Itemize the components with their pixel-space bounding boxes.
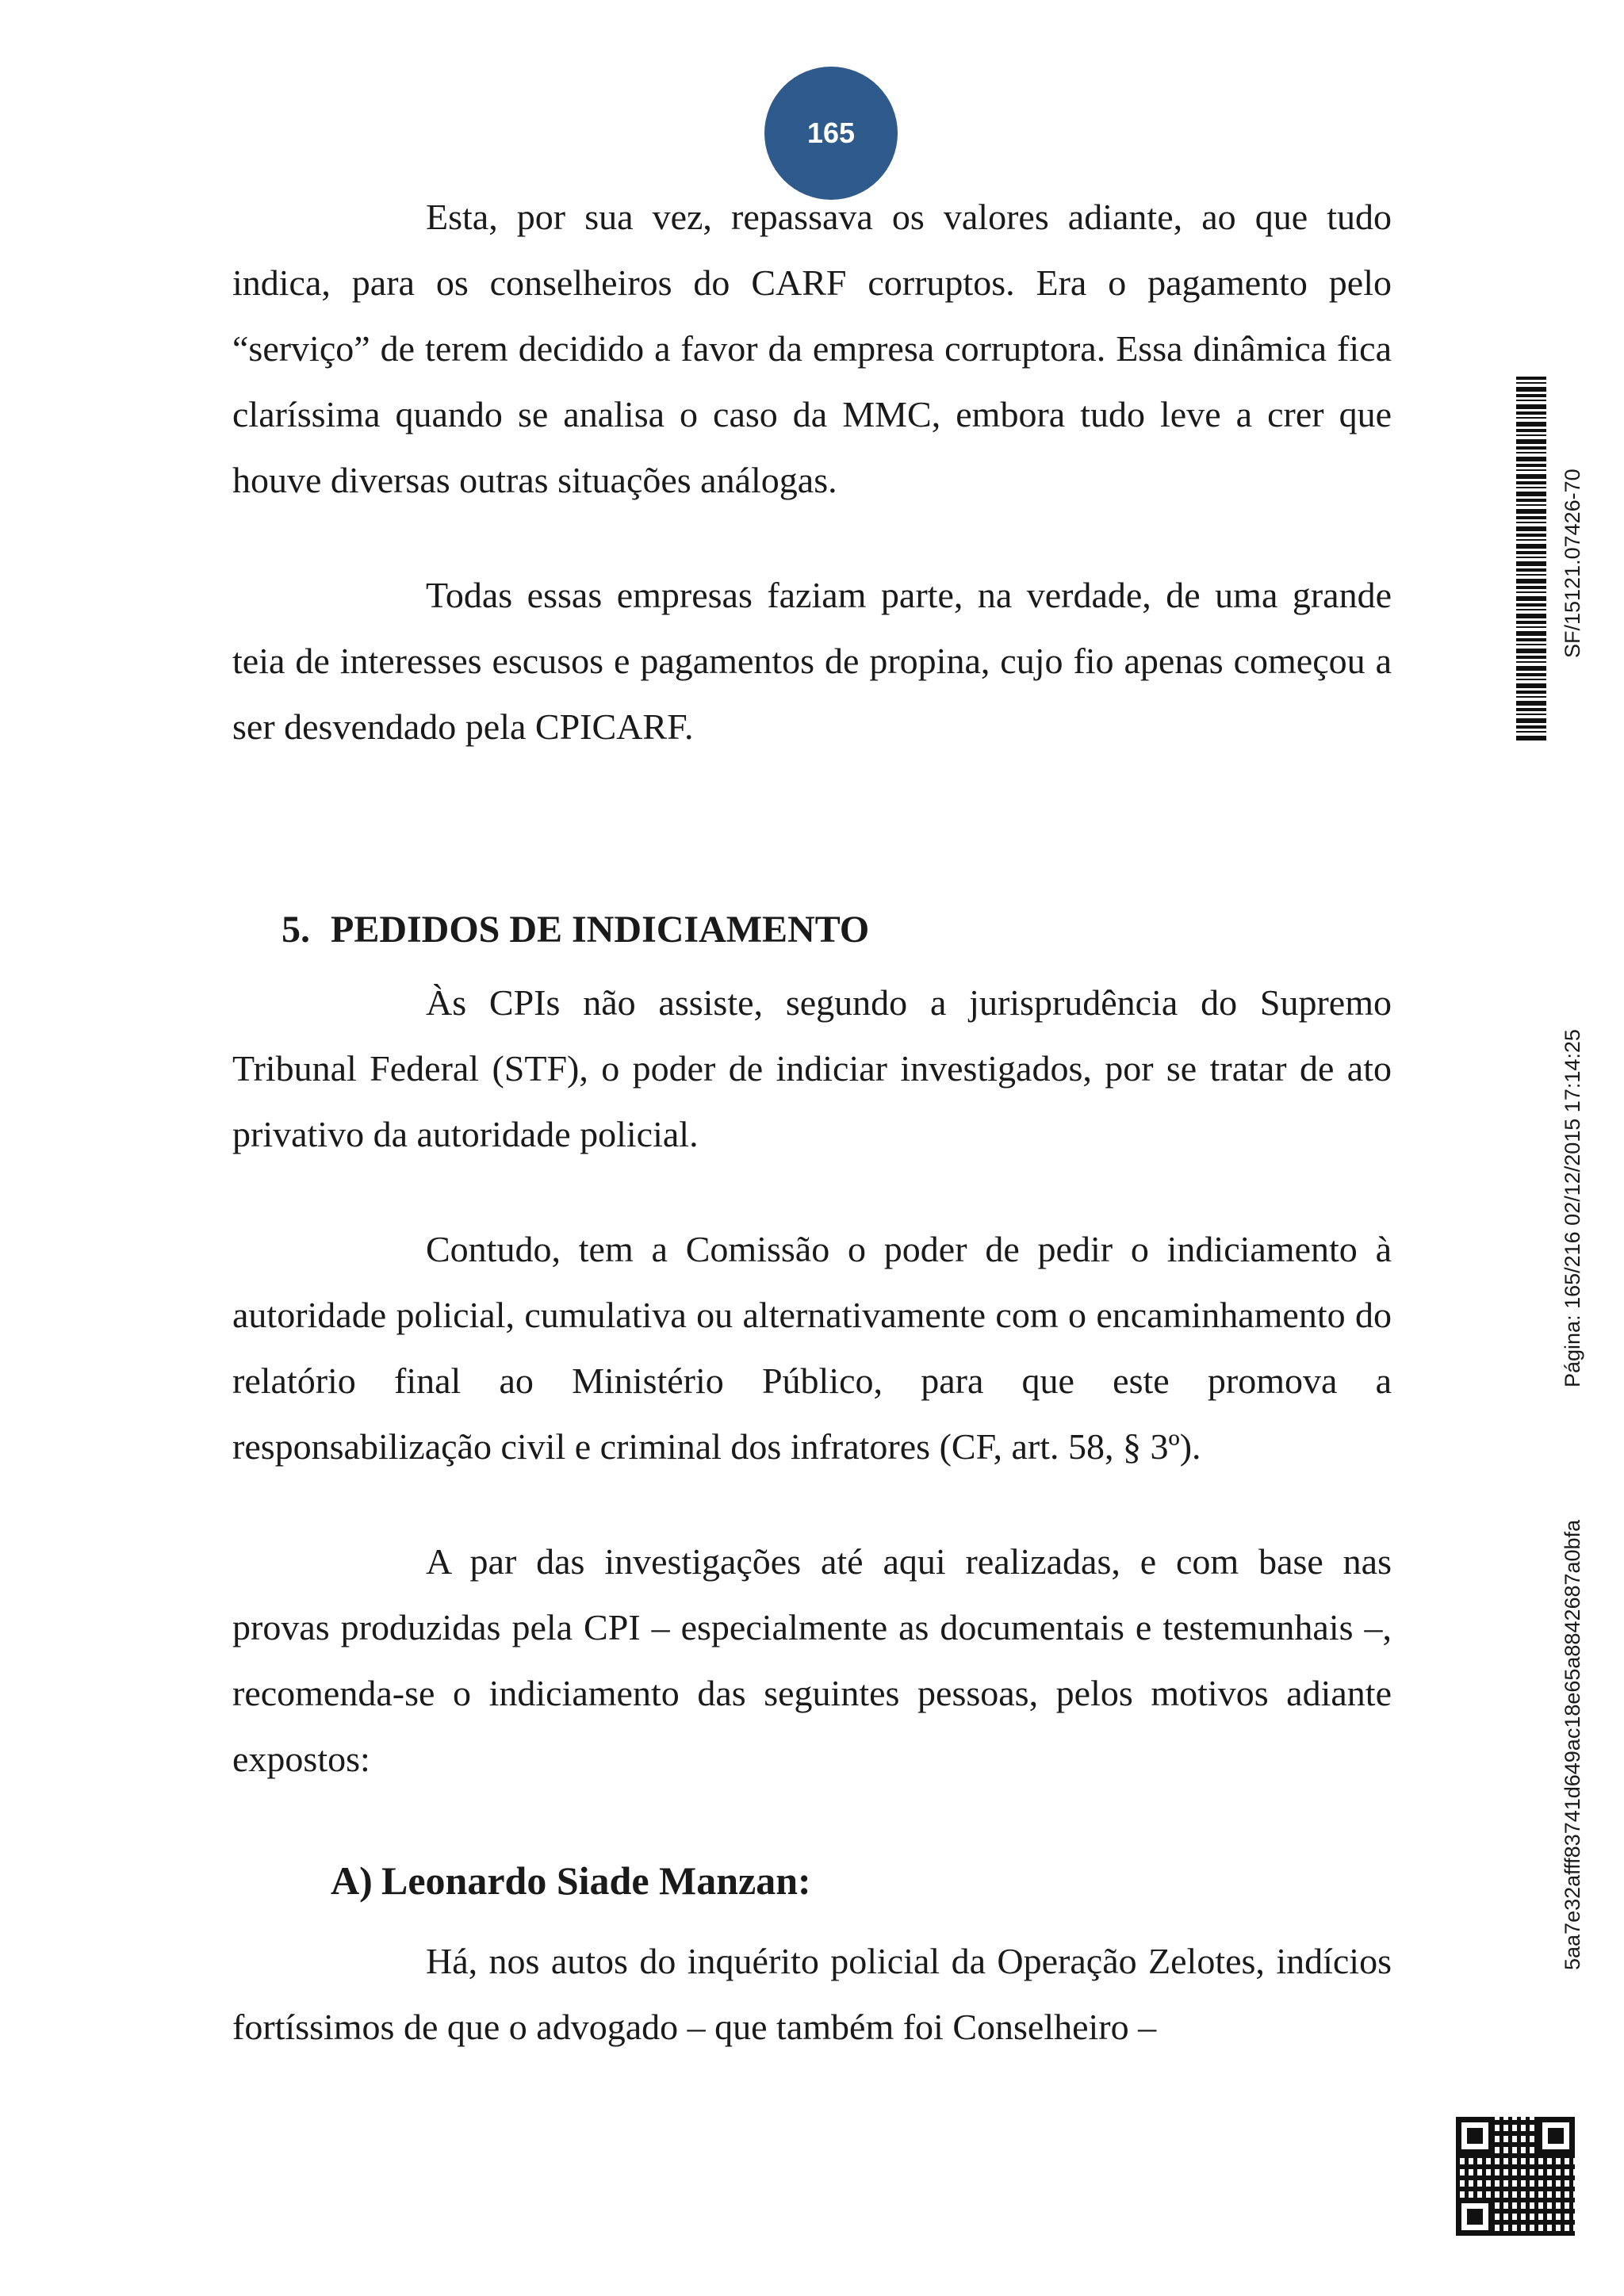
subsection-heading <box>331 1841 1392 1920</box>
doc-code-label: SF/15121.07426-70 <box>1561 469 1584 658</box>
subsection-title: Leonardo Siade Manzan: <box>381 1858 811 1903</box>
paragraph: Esta, por sua vez, repassava os valores adiante, ao que tudo indica, para os conselheiros do CARF corruptos. Era o pagamento pelo “serviço” de terem decidido a favor da empresa corruptora. Essa dinâmica fica claríssima quando se analisa o caso da MMC, embora tudo leve a crer que houve diversas outras situações análogas. <box>232 197 1392 500</box>
paragraph: Há, nos autos do inquérito policial da Operação Zelotes, indícios fortíssimos de que o advogado – que também foi Conselheiro – <box>232 1941 1392 2047</box>
section-title: PEDIDOS DE INDICIAMENTO <box>331 909 870 951</box>
section-number: 5. <box>282 909 310 951</box>
page-info-label: Página: 165/216 02/12/2015 17:14:25 <box>1561 1029 1584 1387</box>
paragraph: A par das investigações até aqui realizadas, e com base nas provas produzidas pela CPI – especialmente as documentais e testemunhais –, recomenda-se o indiciamento das seguintes pessoas, pelos motivos adiante expostos: <box>232 1541 1392 1779</box>
qr-code-image <box>1456 2117 1575 2236</box>
document-body <box>232 184 1392 2109</box>
paragraph: Todas essas empresas faziam parte, na verdade, de uma grande teia de interesses escusos e pagamentos de propina, cujo fio apenas começou a ser desvendado pela CPICARF. <box>232 575 1392 747</box>
subsection-number: A) <box>331 1858 373 1903</box>
paragraph: Às CPIs não assiste, segundo a jurisprudência do Supremo Tribunal Federal (STF), o poder de indiciar investigados, por se tratar de ato privativo da autoridade policial. <box>232 982 1392 1154</box>
hash-label: 5aa7e32afff83741d649ac18e65a8842687a0bfa <box>1561 1519 1584 1970</box>
barcode-image <box>1516 377 1546 741</box>
paragraph: Contudo, tem a Comissão o poder de pedir o indiciamento à autoridade policial, cumulativa ou alternativamente com o encaminhamento do relatório final ao Ministério Público, para que este promova a responsabilização civil e criminal dos infratores (CF, art. 58, § 3º). <box>232 1229 1392 1467</box>
section-heading <box>282 890 1392 970</box>
page-number-badge: 165 <box>764 67 898 200</box>
